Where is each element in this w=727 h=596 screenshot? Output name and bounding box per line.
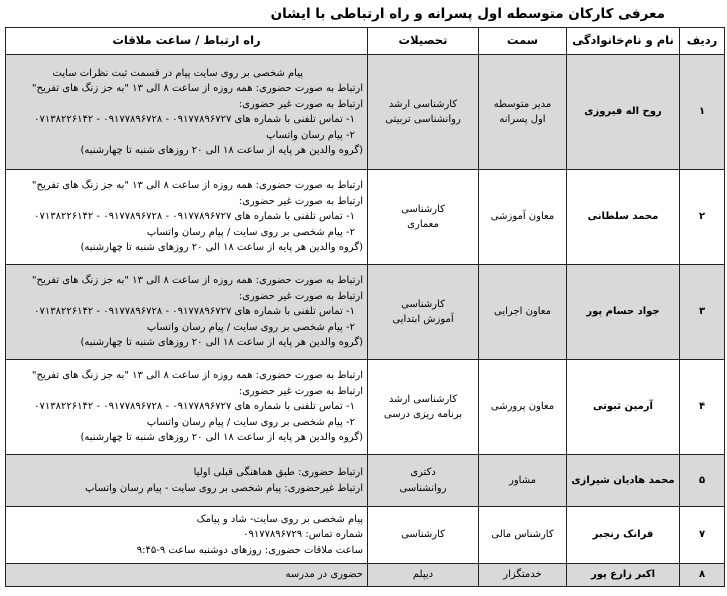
contact-line: ۲- پیام شخصی بر روی سایت / پیام رسان واتساپ xyxy=(146,321,355,333)
contact-line: ارتباط به صورت غیر حضوری: xyxy=(238,98,363,110)
table-row xyxy=(6,170,725,265)
staff-contact xyxy=(6,360,368,455)
staff-name: اکبر زارع پور xyxy=(567,564,680,587)
education-line: برنامه ریزی درسی xyxy=(383,409,463,420)
staff-education xyxy=(368,170,479,265)
role-line: کارشناس مالی xyxy=(491,529,554,541)
contact-line: ارتباط به صورت حضوری: همه روزه از ساعت ۸ الی ۱۳ "به جز زنگ های تفریح" xyxy=(31,83,363,94)
row-number: ۵ xyxy=(680,455,725,507)
education-line: کارشناسی ارشد xyxy=(388,98,458,110)
role-line: مدیر متوسطه xyxy=(493,98,552,110)
header-education: تحصیلات xyxy=(368,28,479,55)
staff-contact xyxy=(6,507,368,564)
contact-line: ارتباط به صورت غیر حضوری: xyxy=(238,195,363,207)
staff-education xyxy=(368,455,479,507)
education-line: کارشناسی xyxy=(401,203,445,215)
education-line: کارشناسی xyxy=(401,529,445,541)
staff-role xyxy=(479,564,567,587)
contact-line: ارتباط به صورت حضوری: همه روزه از ساعت ۸ الی ۱۳ "به جز زنگ های تفریح" xyxy=(31,180,363,192)
staff-contact xyxy=(6,265,368,360)
row-number: ۳ xyxy=(680,265,725,360)
contact-line: ارتباط به صورت غیر حضوری: xyxy=(238,290,363,302)
staff-role xyxy=(479,455,567,507)
role-line: مشاور xyxy=(509,474,536,486)
staff-name: محمد هادیان شیرازی xyxy=(567,455,680,507)
contact-line: ۱- تماس تلفنی با شماره های ۰۹۱۷۷۸۹۶۷۲۷ - ۰۹۱۷۷۸۹۶۷۲۸ - ۰۷۱۳۸۲۲۶۱۴۲ xyxy=(34,306,355,318)
role-line: معاون اجرایی xyxy=(494,306,551,318)
contact-line: ۱- تماس تلفنی با شماره های ۰۹۱۷۷۸۹۶۷۲۷ - ۰۹۱۷۷۸۹۶۷۲۸ - ۰۷۱۳۸۲۲۶۱۴۲ xyxy=(34,211,355,223)
contact-line: ۱- تماس تلفنی با شماره های ۰۹۱۷۷۸۹۶۷۲۷ - ۰۹۱۷۷۸۹۶۷۲۸ - ۰۷۱۳۸۲۲۶۱۴۲ xyxy=(34,114,355,125)
contact-line: ۲- پیام شخصی بر روی سایت / پیام رسان واتساپ xyxy=(146,416,355,428)
staff-education xyxy=(368,507,479,564)
education-line: دیپلم xyxy=(412,569,434,581)
contact-line: (گروه والدین هر پایه از ساعت ۱۸ الی ۲۰ روزهای شنبه تا چهارشنبه) xyxy=(80,337,363,349)
staff-name: محمد سلطانی xyxy=(567,170,680,265)
header-role: سمت xyxy=(479,28,567,55)
role-line: معاون پرورشی xyxy=(490,401,555,413)
education-line: دکتری xyxy=(410,467,436,478)
role-line: اول پسرانه xyxy=(499,114,546,125)
row-number: ۴ xyxy=(680,360,725,455)
education-line: کارشناسی xyxy=(401,298,445,310)
staff-education xyxy=(368,360,479,455)
staff-contact xyxy=(6,55,368,170)
staff-education xyxy=(368,265,479,360)
contact-line: ۲- پیام شخصی بر روی سایت / پیام رسان واتساپ xyxy=(146,226,355,238)
header-row-number: ردیف xyxy=(680,28,725,55)
row-number: ۲ xyxy=(680,170,725,265)
staff-name: روح اله فیروزی xyxy=(567,55,680,170)
contact-line: ارتباط حضوری: طبق هماهنگی قبلی اولیا xyxy=(193,467,363,478)
contact-line: شماره تماس: ۰۹۱۷۷۸۹۶۷۲۹ xyxy=(243,529,363,541)
contact-line: ارتباط به صورت حضوری: همه روزه از ساعت ۸ الی ۱۳ "به جز زنگ های تفریح" xyxy=(31,370,363,382)
education-line: روانشناسی تربیتی xyxy=(385,114,461,125)
page-title: معرفی کارکان متوسطه اول پسرانه و راه ارتباطی با ایشان xyxy=(270,6,665,22)
contact-line: حضوری در مدرسه xyxy=(285,569,363,581)
staff-role xyxy=(479,170,567,265)
staff-education xyxy=(368,55,479,170)
contact-line: ساعت ملاقات حضوری: روزهای دوشنبه ساعت ۹-۹:۴۵ xyxy=(136,544,363,556)
contact-line: ارتباط به صورت غیر حضوری: xyxy=(238,385,363,397)
education-line: معماری xyxy=(407,219,439,230)
table-row xyxy=(6,564,725,587)
staff-table xyxy=(5,27,725,587)
table-row xyxy=(6,455,725,507)
education-line: کارشناسی ارشد xyxy=(388,393,458,405)
table-row xyxy=(6,507,725,564)
staff-contact xyxy=(6,455,368,507)
contact-line: ۱- تماس تلفنی با شماره های ۰۹۱۷۷۸۹۶۷۲۷ - ۰۹۱۷۷۸۹۶۷۲۸ - ۰۷۱۳۸۲۲۶۱۴۲ xyxy=(34,401,355,413)
staff-name: آرمین ثبوتی xyxy=(567,360,680,455)
contact-line: ارتباط به صورت حضوری: همه روزه از ساعت ۸ الی ۱۳ "به جز زنگ های تفریح" xyxy=(31,275,363,287)
contact-line: پیام شخصی بر روی سایت- شاد و پیامک xyxy=(196,513,363,525)
header-name: نام و نام‌خانوادگی xyxy=(567,28,680,55)
table-row xyxy=(6,55,725,170)
role-line: خدمتگزار xyxy=(503,569,542,581)
contact-line: ارتباط غیرحضوری: پیام شخصی بر روی سایت - پیام رسان واتساپ xyxy=(84,482,363,494)
staff-education xyxy=(368,564,479,587)
staff-role xyxy=(479,360,567,455)
staff-name: جواد حسام پور xyxy=(567,265,680,360)
education-line: آموزش ابتدایی xyxy=(392,314,454,325)
contact-line: (گروه والدین هر پایه از ساعت ۱۸ الی ۲۰ روزهای شنبه تا چهارشنبه) xyxy=(80,432,363,444)
staff-role xyxy=(479,507,567,564)
table-row xyxy=(6,360,725,455)
table-header-row xyxy=(6,28,725,55)
contact-line: ۲- پیام رسان واتساپ xyxy=(266,129,355,141)
row-number: ۱ xyxy=(680,55,725,170)
staff-contact xyxy=(6,170,368,265)
staff-name: فرانک رنجبر xyxy=(567,507,680,564)
staff-role xyxy=(479,265,567,360)
row-number: ۸ xyxy=(680,564,725,587)
role-line: معاون آموزشی xyxy=(490,211,555,223)
staff-role xyxy=(479,55,567,170)
row-number: ۷ xyxy=(680,507,725,564)
contact-line: پیام شخصی بر روی سایت پیام در قسمت ثبت نظرات سایت xyxy=(52,67,303,79)
contact-line: (گروه والدین هر پایه از ساعت ۱۸ الی ۲۰ روزهای شنبه تا چهارشنبه) xyxy=(80,242,363,254)
header-contact: راه ارتباط / ساعت ملاقات xyxy=(6,28,368,55)
contact-line: (گروه والدین هر پایه از ساعت ۱۸ الی ۲۰ روزهای شنبه تا چهارشنبه) xyxy=(80,145,363,156)
education-line: روانشناسی xyxy=(399,482,447,494)
table-row xyxy=(6,265,725,360)
staff-contact xyxy=(6,564,368,587)
